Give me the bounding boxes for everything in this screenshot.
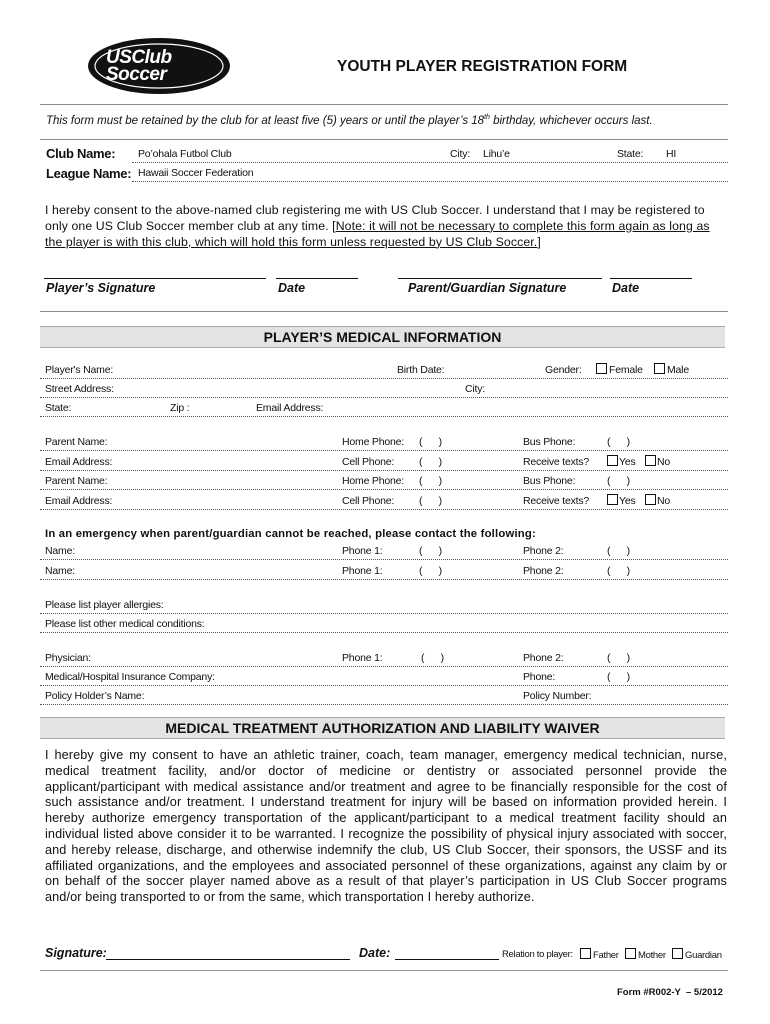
phone1-field[interactable]: ( ) <box>419 545 442 557</box>
club-name-value[interactable]: Po’ohala Futbol Club <box>138 148 232 160</box>
home-phone-label: Home Phone: <box>342 475 405 487</box>
waiver-section-header: MEDICAL TREATMENT AUTHORIZATION AND LIABILITY WAIVER <box>40 717 725 739</box>
cell-phone-label: Cell Phone: <box>342 495 395 507</box>
insurance-label: Medical/Hospital Insurance Company: <box>45 671 215 683</box>
relation-label: Relation to player: <box>502 949 573 960</box>
policy-holder-label: Policy Holder’s Name: <box>45 690 145 702</box>
state-value[interactable]: HI <box>666 148 677 160</box>
date-label: Date <box>612 281 640 295</box>
cell-phone-label: Cell Phone: <box>342 456 395 468</box>
parent-signature-line[interactable] <box>398 278 602 279</box>
zip-label: Zip : <box>170 402 190 414</box>
bus-phone-field[interactable]: ( ) <box>607 475 630 487</box>
father-checkbox[interactable]: Father <box>580 948 619 961</box>
receive-texts-label: Receive texts? <box>523 495 590 507</box>
consent-paragraph: I hereby consent to the above-named club registering me with US Club Soccer. I understand that I may be registered to only one US Club Soccer member club at any time. [Note: it will not be necessary to complete this form again as long as the player is with this club, which will hold this form unless requested by US Club Soccer.] <box>45 203 710 249</box>
parent-name-label: Parent Name: <box>45 475 108 487</box>
date-line[interactable] <box>276 278 358 279</box>
club-name-label: Club Name: <box>46 146 116 161</box>
date-label: Date: <box>359 946 391 960</box>
state-label: State: <box>45 402 72 414</box>
email-address-label: Email Address: <box>45 495 113 507</box>
us-club-soccer-logo <box>86 36 232 96</box>
policy-number-label: Policy Number: <box>523 690 592 702</box>
phone1-field[interactable]: ( ) <box>421 652 444 664</box>
street-address-label: Street Address: <box>45 383 114 395</box>
city-value[interactable]: Lihu’e <box>483 148 510 160</box>
yes-checkbox[interactable]: Yes <box>607 455 636 468</box>
city-label: City: <box>450 148 471 160</box>
phone-field[interactable]: ( ) <box>607 671 630 683</box>
logo-text: USClub Soccer <box>106 47 172 85</box>
no-checkbox[interactable]: No <box>645 455 670 468</box>
phone1-label: Phone 1: <box>342 545 383 557</box>
phone1-label: Phone 1: <box>342 652 383 664</box>
birth-date-label: Birth Date: <box>397 364 445 376</box>
bus-phone-label: Bus Phone: <box>523 475 576 487</box>
parent-signature-label: Parent/Guardian Signature <box>408 281 567 295</box>
phone2-field[interactable]: ( ) <box>607 545 630 557</box>
players-name-label: Player's Name: <box>45 364 114 376</box>
phone2-label: Phone 2: <box>523 565 564 577</box>
waiver-paragraph: I hereby give my consent to have an athletic trainer, coach, team manager, emergency medical technician, nurse, medical treatment facility, and/or doctor of medicine or dentistry or associated personnel provide the applicant/participant with medical assistance and/or treatment and agree to be financially responsible for the cost of such assistance and/or treatment. I understand treatment for injury will be based on information provided herein. I hereby authorize emergency transportation of the applicant/participant to a medical treatment facility should an individual listed above consider it to be warranted. I recognize the possibility of physical injury associated with soccer, and hereby release, discharge, and otherwise indemnify the club, US Club Soccer, their sponsors, the USSF and its affiliated organizations, and the employees and associated personnel of these organizations, against any claim by or on behalf of the soccer player named above as a result of that player’s participation in US Club Soccer programs and/or being transported to or from the same, which transportation I hereby authorize. <box>45 748 727 905</box>
phone-label: Phone: <box>523 671 556 683</box>
phone2-label: Phone 2: <box>523 652 564 664</box>
phone2-field[interactable]: ( ) <box>607 652 630 664</box>
state-label: State: <box>617 148 644 160</box>
date-label: Date <box>278 281 306 295</box>
home-phone-field[interactable]: ( ) <box>419 436 442 448</box>
divider <box>40 104 728 105</box>
bus-phone-field[interactable]: ( ) <box>607 436 630 448</box>
bus-phone-label: Bus Phone: <box>523 436 576 448</box>
allergies-label: Please list player allergies: <box>45 599 164 611</box>
phone2-field[interactable]: ( ) <box>607 565 630 577</box>
guardian-checkbox[interactable]: Guardian <box>672 948 722 961</box>
name-label: Name: <box>45 545 75 557</box>
phone1-label: Phone 1: <box>342 565 383 577</box>
physician-label: Physician: <box>45 652 91 664</box>
cell-phone-field[interactable]: ( ) <box>419 495 442 507</box>
male-checkbox[interactable]: Male <box>654 363 689 376</box>
date-line[interactable] <box>610 278 692 279</box>
phone1-field[interactable]: ( ) <box>419 565 442 577</box>
home-phone-field[interactable]: ( ) <box>419 475 442 487</box>
gender-label: Gender: <box>545 364 582 376</box>
cell-phone-field[interactable]: ( ) <box>419 456 442 468</box>
yes-checkbox[interactable]: Yes <box>607 494 636 507</box>
no-checkbox[interactable]: No <box>645 494 670 507</box>
email-address-label: Email Address: <box>256 402 324 414</box>
medical-section-header: PLAYER’S MEDICAL INFORMATION <box>40 326 725 348</box>
player-signature-label: Player’s Signature <box>46 281 156 295</box>
divider <box>40 139 728 140</box>
mother-checkbox[interactable]: Mother <box>625 948 666 961</box>
divider <box>40 970 728 971</box>
phone2-label: Phone 2: <box>523 545 564 557</box>
home-phone-label: Home Phone: <box>342 436 405 448</box>
signature-line[interactable] <box>106 959 350 960</box>
receive-texts-label: Receive texts? <box>523 456 590 468</box>
conditions-label: Please list other medical conditions: <box>45 618 205 630</box>
form-title: YOUTH PLAYER REGISTRATION FORM <box>337 58 628 75</box>
player-signature-line[interactable] <box>44 278 266 279</box>
emergency-heading: In an emergency when parent/guardian cannot be reached, please contact the following: <box>45 528 536 540</box>
name-label: Name: <box>45 565 75 577</box>
retention-notice: This form must be retained by the club for at least five (5) years or until the player’s 18th birthday, whichever occurs last. <box>46 114 653 127</box>
league-name-label: League Name: <box>46 166 132 181</box>
league-name-value[interactable]: Hawaii Soccer Federation <box>138 167 254 179</box>
divider <box>40 311 728 312</box>
signature-label: Signature: <box>45 946 107 960</box>
date-line[interactable] <box>395 959 499 960</box>
female-checkbox[interactable]: Female <box>596 363 643 376</box>
email-address-label: Email Address: <box>45 456 113 468</box>
form-number: Form #R002-Y – 5/2012 <box>617 987 723 998</box>
parent-name-label: Parent Name: <box>45 436 108 448</box>
city-label: City: <box>465 383 486 395</box>
